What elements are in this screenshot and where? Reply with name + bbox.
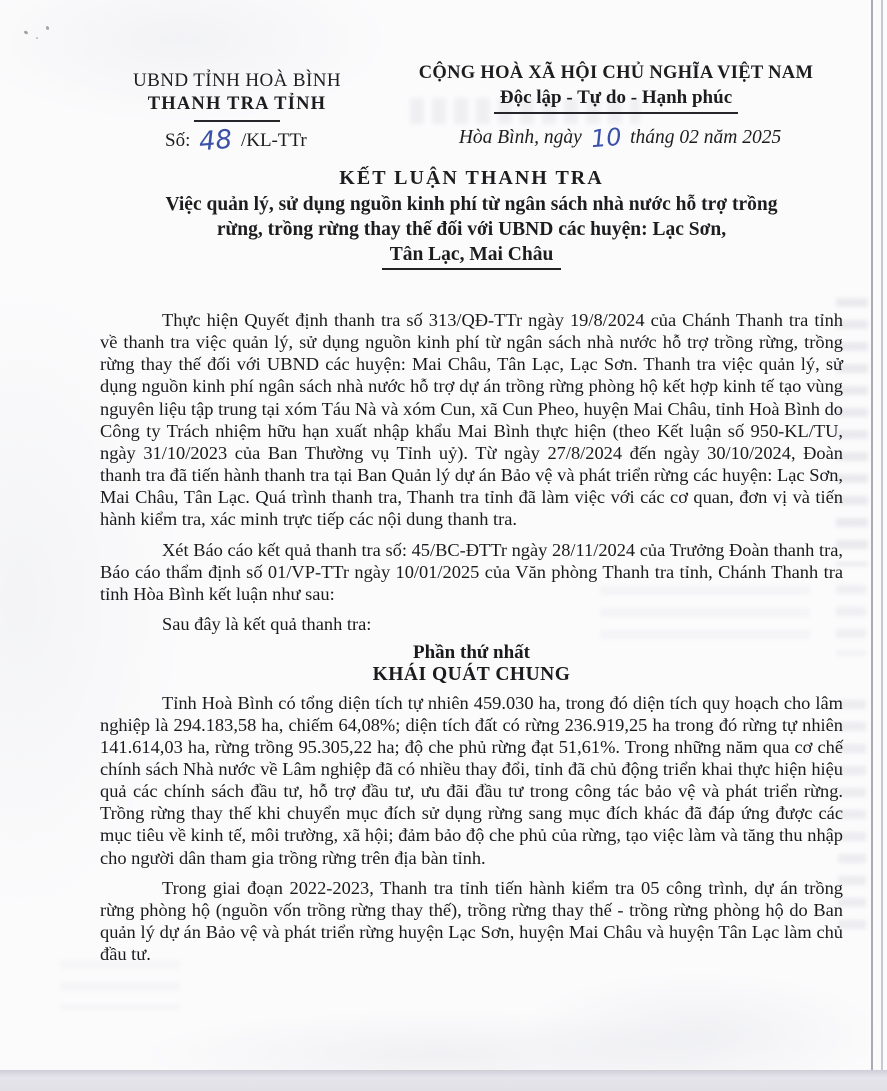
national-title: CỘNG HOÀ XÃ HỘI CHỦ NGHĨA VIỆT NAM: [418, 63, 814, 83]
ink-speck: [45, 26, 49, 31]
national-motto: Độc lập - Tự do - Hạnh phúc: [499, 87, 733, 108]
document-body: [100, 309, 843, 965]
scan-edge-line: [881, 0, 883, 1071]
scan-edge-line: [871, 0, 873, 1071]
document-number-suffix: /KL-TTr: [240, 130, 307, 151]
subtitle-line-3: Tân Lạc, Mai Châu: [382, 242, 562, 270]
ink-speck: [24, 30, 29, 35]
document-number: [165, 124, 307, 158]
document-number-label: Số:: [165, 130, 191, 151]
bleed-through-smudge: [60, 960, 180, 1010]
underline-rule: [494, 112, 738, 114]
lead-in-line: Sau đây là kết quả thanh tra:: [162, 614, 372, 635]
scanner-bottom-bar: [0, 1070, 887, 1091]
org-name: THANH TRA TỈNH: [147, 94, 327, 114]
part-label: Phần thứ nhất: [413, 642, 530, 664]
document-title: KẾT LUẬN THANH TRA: [339, 167, 604, 189]
paragraph: Thực hiện Quyết định thanh tra số 313/QĐ-TTr ngày 19/8/2024 của Chánh Thanh tra tỉnh về thanh tra việc quản lý, sử dụng nguồn kinh phí từ ngân sách nhà nước hỗ trợ trồng rừng, trồng rừng thay thế đối với UBND các huyện: Mai Châu, Tân Lạc, Lạc Sơn. Thanh tra việc quản lý, sử dụng nguồn kinh phí ngân sách nhà nước hỗ trợ dự án trồng rừng phòng hộ kết hợp kinh tế tạo vùng nguyên liệu tập trung tại xóm Táu Nà và xóm Cun, xã Cun Pheo, huyện Mai Châu, tỉnh Hoà Bình do Công ty Trách nhiệm hữu hạn xuất nhập khẩu Mai Bình thực hiện (theo Kết luận số 950-KL/TU, ngày 31/10/2023 của Ban Thường vụ Tỉnh uỷ). Từ ngày 27/8/2024 đến ngày 30/10/2024, Đoàn thanh tra đã tiến hành thanh tra tại Ban Quản lý dự án Bảo vệ và phát triển rừng các huyện: Lạc Sơn, Mai Châu, Tân Lạc. Quá trình thanh tra, Thanh tra tỉnh đã làm việc với các cơ quan, đơn vị và tiến hành kiểm tra, xác minh trực tiếp các nội dung thanh tra.: [100, 310, 843, 530]
paragraph: Tỉnh Hoà Bình có tổng diện tích tự nhiên 459.030 ha, trong đó diện tích quy hoạch cho lâm nghiệp là 294.183,58 ha, chiếm 64,08%; diện tích đất có rừng 236.919,25 ha trong đó rừng tự nhiên 141.614,03 ha, rừng trồng 95.305,22 ha; độ che phủ rừng đạt 51,61%. Trong những năm qua cơ chế chính sách Nhà nước về Lâm nghiệp đã có nhiều thay đổi, tỉnh đã chủ động triển khai thực hiện hiệu quả các chính sách đầu tư, hỗ trợ đầu tư, ưu đãi đầu tư trong công tác bảo vệ và phát triển rừng. Trồng rừng thay thế khi chuyển mục đích sử dụng rừng sang mục đích khác đã đáp ứng được các mục tiêu về kinh tế, môi trường, xã hội; đảm bảo độ che phủ của rừng, tạo việc làm và tăng thu nhập cho người dân tham gia trồng rừng trên địa bàn tỉnh.: [100, 692, 843, 868]
issuing-org-block: [72, 71, 402, 122]
org-parent-name: UBND TỈNH HOÀ BÌNH: [133, 70, 341, 91]
date-suffix: tháng 02 năm 2025: [630, 127, 782, 148]
national-header-block: [406, 62, 826, 114]
date-day-handwritten: 10: [589, 122, 623, 154]
subtitle-line-1: Việc quản lý, sử dụng nguồn kinh phí từ ngân sách nhà nước hỗ trợ trồng: [165, 194, 778, 215]
paragraph: Trong giai đoạn 2022-2023, Thanh tra tỉnh tiến hành kiểm tra 05 công trình, dự án trồng rừng phòng hộ (nguồn vốn trồng rừng thay thế), trồng rừng thay thế - trồng rừng phòng hộ do Ban quản lý dự án Bảo vệ và phát triển rừng huyện Lạc Sơn, huyện Mai Châu và huyện Tân Lạc làm chủ đầu tư.: [100, 877, 843, 965]
part-title: KHÁI QUÁT CHUNG: [372, 664, 571, 686]
date-prefix: Hòa Bình, ngày: [458, 127, 582, 148]
subtitle-line-2: rừng, trồng rừng thay thế đối với UBND các huyện: Lạc Sơn,: [216, 219, 727, 240]
paragraph: Xét Báo cáo kết quả thanh tra số: 45/BC-ĐTTr ngày 28/11/2024 của Trưởng Đoàn thanh tra, Báo cáo thẩm định số 01/VP-TTr ngày 10/01/2025 của Văn phòng Thanh tra tỉnh, Chánh Thanh tra tỉnh Hòa Bình kết luận như sau:: [100, 539, 843, 604]
ink-speck: [36, 37, 38, 39]
document-subtitle: [100, 192, 843, 270]
underline-rule: [194, 120, 280, 122]
place-date-line: [430, 122, 810, 154]
document-number-handwritten: 48: [197, 124, 234, 158]
